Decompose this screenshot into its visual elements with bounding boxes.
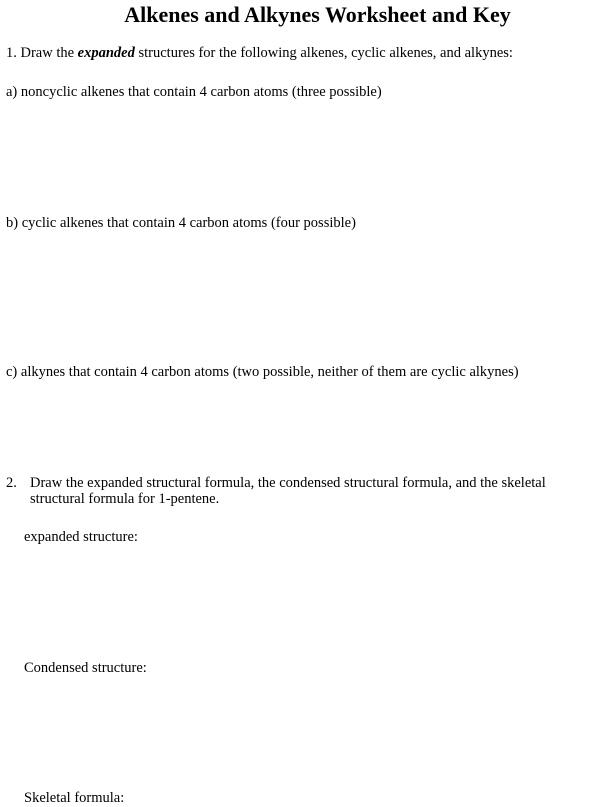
question-1-part-a (6, 85, 382, 100)
question-1 (6, 46, 513, 61)
part-a-text: noncyclic alkenes that contain 4 carbon atoms (three possible) (20, 84, 382, 100)
part-b-text: cyclic alkenes that contain 4 carbon atoms (four possible) (21, 215, 356, 231)
question-1-emphasis: expanded (77, 45, 135, 61)
skeletal-formula-prompt: Skeletal formula: (24, 790, 125, 806)
question-1-text-after: structures for the following alkenes, cyclic alkenes, and alkynes: (138, 45, 513, 61)
question-1-part-c (6, 365, 519, 380)
part-c-label: c) (6, 364, 18, 380)
question-1-number: 1. (6, 45, 17, 61)
question-2-number: 2. (6, 475, 17, 491)
part-a-label: a) (6, 84, 18, 100)
condensed-structure-prompt: Condensed structure: (24, 660, 147, 676)
part-b-label: b) (6, 215, 19, 231)
part-c-text: alkynes that contain 4 carbon atoms (two possible, neither of them are cyclic alkynes) (20, 364, 519, 380)
question-1-part-b (6, 216, 356, 231)
question-2-line-1: Draw the expanded structural formula, the condensed structural formula, and the skeletal (30, 475, 546, 491)
expanded-structure-prompt: expanded structure: (24, 529, 138, 545)
worksheet-title: Alkenes and Alkynes Worksheet and Key (124, 2, 511, 27)
question-2-line-2: structural formula for 1-pentene. (30, 491, 220, 507)
question-1-text-before: Draw the (20, 45, 75, 61)
